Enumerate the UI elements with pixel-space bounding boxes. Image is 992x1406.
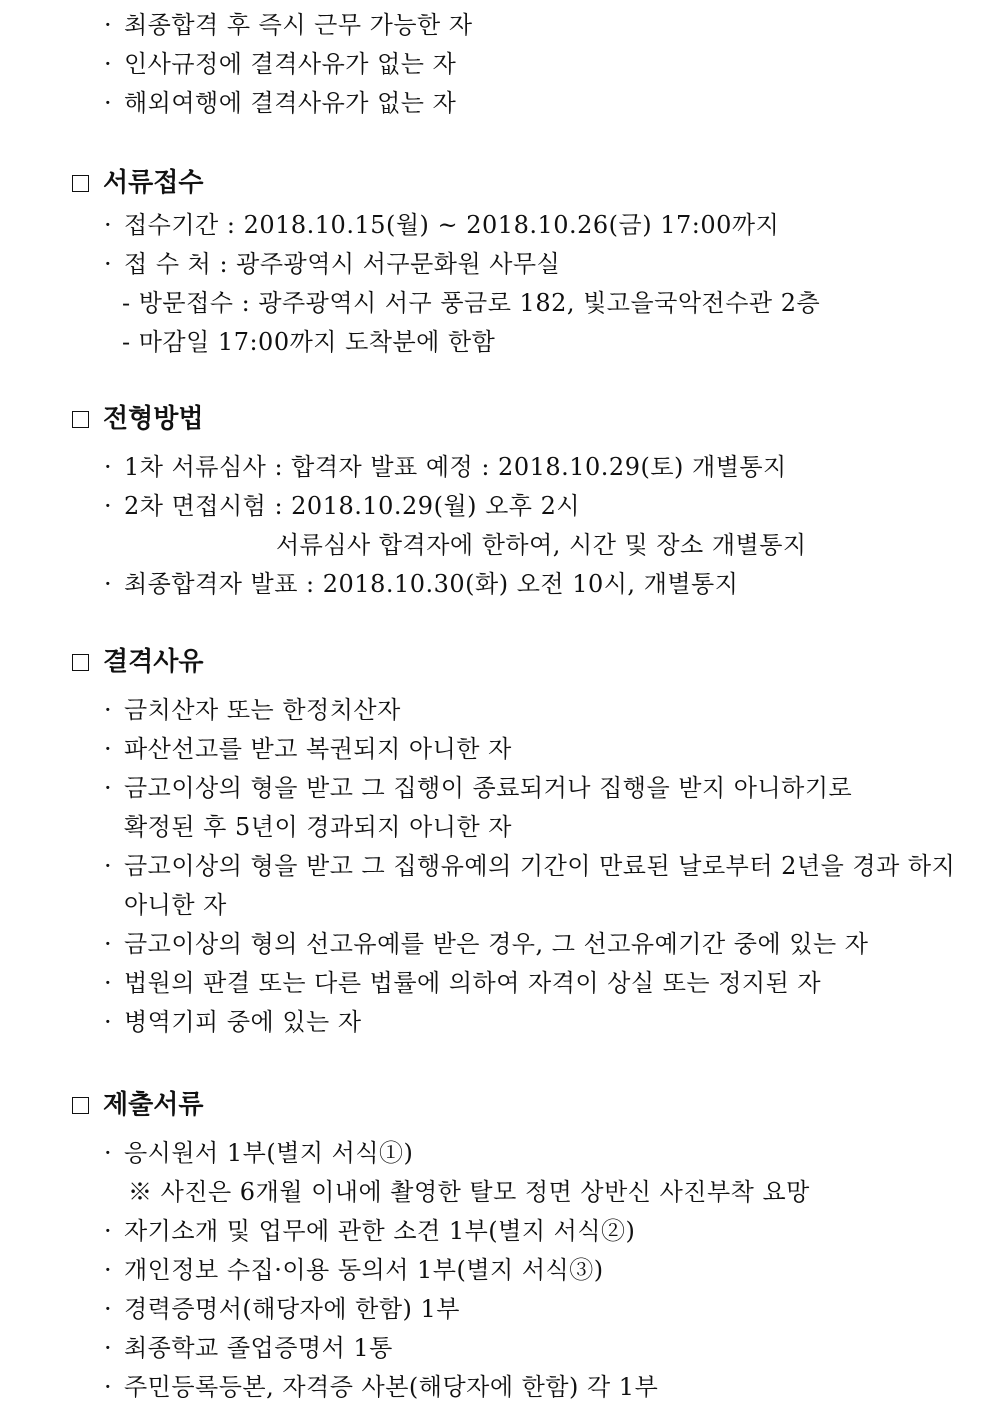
bullet: · xyxy=(104,852,113,880)
list-item: · 주민등록등본, 자격증 사본(해당자에 한함) 각 1부 xyxy=(104,1373,659,1401)
list-item: · 최종학교 졸업증명서 1통 xyxy=(104,1334,393,1362)
list-item: · 금고이상의 형의 선고유예를 받은 경우, 그 선고유예기간 중에 있는 자 xyxy=(104,930,869,958)
bullet: · xyxy=(104,1256,113,1284)
list-item: · 법원의 판결 또는 다른 법률에 의하여 자격이 상실 또는 정지된 자 xyxy=(104,969,822,997)
list-item: · 최종합격 후 즉시 근무 가능한 자 xyxy=(104,11,473,39)
checkbox-square-icon xyxy=(72,654,89,671)
bullet: · xyxy=(104,696,113,724)
list-item: · 파산선고를 받고 복권되지 아니한 자 xyxy=(104,735,512,763)
list-item: · 금치산자 또는 한정치산자 xyxy=(104,696,401,724)
bullet: · xyxy=(104,1373,113,1401)
bullet: · xyxy=(104,1295,113,1323)
list-item: · 자기소개 및 업무에 관한 소견 1부(별지 서식②) xyxy=(104,1217,636,1245)
selection-first: · 1차 서류심사 : 합격자 발표 예정 : 2018.10.29(토) 개별통지 xyxy=(104,453,787,481)
bullet: · xyxy=(104,453,113,481)
bullet: · xyxy=(104,11,113,39)
list-item: · 금고이상의 형을 받고 그 집행유예의 기간이 만료된 날로부터 2년을 경과 하지 xyxy=(104,852,956,880)
list-item: · 금고이상의 형을 받고 그 집행이 종료되거나 집행을 받지 아니하기로 xyxy=(104,774,853,802)
photo-note: ※ 사진은 6개월 이내에 촬영한 탈모 정면 상반신 사진부착 요망 xyxy=(128,1178,810,1206)
list-item: · 병역기피 중에 있는 자 xyxy=(104,1008,362,1036)
list-item-continuation: 확정된 후 5년이 경과되지 아니한 자 xyxy=(124,813,512,841)
section-heading-selection: 전형방법 xyxy=(72,403,203,435)
selection-second: · 2차 면접시험 : 2018.10.29(월) 오후 2시 xyxy=(104,492,581,520)
bullet: · xyxy=(104,1217,113,1245)
receipt-place: · 접 수 처 : 광주광역시 서구문화원 사무실 xyxy=(104,250,561,278)
receipt-visit: - 방문접수 : 광주광역시 서구 풍금로 182, 빛고을국악전수관 2층 xyxy=(122,289,821,317)
list-item: · 경력증명서(해당자에 한함) 1부 xyxy=(104,1295,460,1323)
receipt-deadline: - 마감일 17:00까지 도착분에 한함 xyxy=(122,328,496,356)
bullet: · xyxy=(104,250,113,278)
bullet: · xyxy=(104,1334,113,1362)
bullet: · xyxy=(104,570,113,598)
list-item: · 개인정보 수집·이용 동의서 1부(별지 서식③) xyxy=(104,1256,604,1284)
section-heading-disqualification: 결격사유 xyxy=(72,646,203,678)
bullet: · xyxy=(104,492,113,520)
bullet: · xyxy=(104,969,113,997)
selection-final: · 최종합격자 발표 : 2018.10.30(화) 오전 10시, 개별통지 xyxy=(104,570,739,598)
checkbox-square-icon xyxy=(72,175,89,192)
bullet: · xyxy=(104,50,113,78)
bullet: · xyxy=(104,1139,113,1167)
list-item-continuation: 아니한 자 xyxy=(124,891,227,919)
list-item: · 인사규정에 결격사유가 없는 자 xyxy=(104,50,457,78)
bullet: · xyxy=(104,930,113,958)
receipt-period: · 접수기간 : 2018.10.15(월) ~ 2018.10.26(금) 17:00까지 xyxy=(104,211,780,239)
bullet: · xyxy=(104,89,113,117)
selection-second-note: 서류심사 합격자에 한하여, 시간 및 장소 개별통지 xyxy=(276,531,807,559)
bullet: · xyxy=(104,774,113,802)
list-item: · 응시원서 1부(별지 서식①) xyxy=(104,1139,414,1167)
bullet: · xyxy=(104,1008,113,1036)
section-heading-receipt: 서류접수 xyxy=(72,167,203,199)
bullet: · xyxy=(104,211,113,239)
checkbox-square-icon xyxy=(72,1097,89,1114)
list-item: · 해외여행에 결격사유가 없는 자 xyxy=(104,89,457,117)
section-heading-documents: 제출서류 xyxy=(72,1089,203,1121)
bullet: · xyxy=(104,735,113,763)
checkbox-square-icon xyxy=(72,411,89,428)
